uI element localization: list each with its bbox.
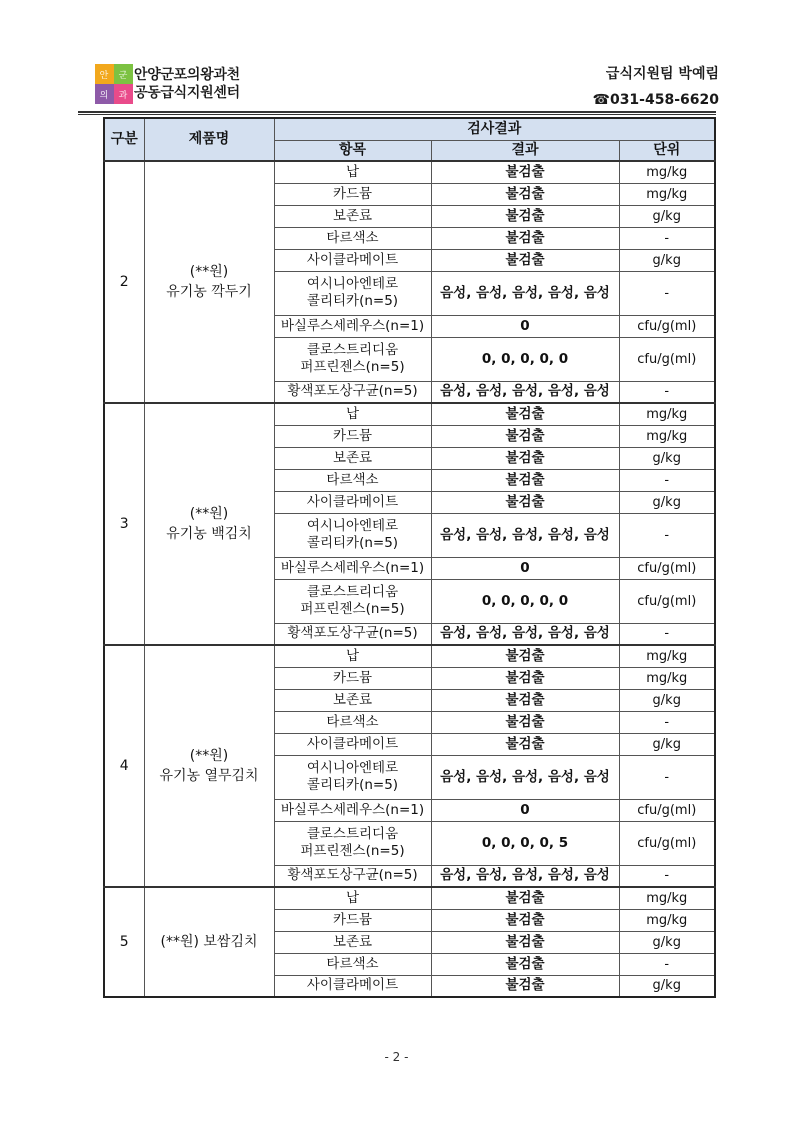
unit-cell: - <box>619 469 715 491</box>
result-cell: 불검출 <box>431 425 619 447</box>
unit-cell: - <box>619 381 715 403</box>
team-name: 급식지원팀 박예림 <box>605 66 719 82</box>
item-cell: 카드뮴 <box>274 425 431 447</box>
table-row <box>104 645 715 667</box>
item-cell: 사이클라메이트 <box>274 733 431 755</box>
item-cell: 타르색소 <box>274 227 431 249</box>
product-name-line: 유기농 열무김치 <box>159 768 259 784</box>
unit-cell: mg/kg <box>619 425 715 447</box>
result-cell: 음성, 음성, 음성, 음성, 음성 <box>431 381 619 403</box>
item-cell: 황색포도상구균(n=5) <box>274 865 431 887</box>
contact-info <box>593 61 720 113</box>
item-cell <box>274 271 431 315</box>
unit-cell: cfu/g(ml) <box>619 579 715 623</box>
product-name-line: (**원) <box>189 506 229 522</box>
product-group <box>104 887 715 997</box>
unit-cell: - <box>619 711 715 733</box>
item-cell: 보존료 <box>274 689 431 711</box>
item-name-line: 콜리티카(n=5) <box>306 777 399 793</box>
result-cell: 불검출 <box>431 733 619 755</box>
table-header-row <box>104 118 715 140</box>
organization-name-line2: 공동급식지원센터 <box>134 85 240 101</box>
result-cell: 0 <box>431 315 619 337</box>
result-cell: 불검출 <box>431 667 619 689</box>
unit-cell: mg/kg <box>619 909 715 931</box>
center-logo-icon <box>95 64 133 104</box>
table-row <box>104 161 715 183</box>
product-name-cell <box>144 645 274 887</box>
item-cell <box>274 821 431 865</box>
item-cell: 사이클라메이트 <box>274 491 431 513</box>
result-cell: 불검출 <box>431 403 619 425</box>
item-cell: 바실루스세레우스(n=1) <box>274 557 431 579</box>
result-cell: 불검출 <box>431 909 619 931</box>
result-cell: 불검출 <box>431 645 619 667</box>
header-unit: 단위 <box>619 140 715 161</box>
item-name-line: 클로스트리디움 <box>306 342 399 358</box>
item-cell: 카드뮴 <box>274 667 431 689</box>
item-cell <box>274 755 431 799</box>
product-name-line: (**원) <box>189 264 229 280</box>
unit-cell: mg/kg <box>619 667 715 689</box>
page-number: - 2 - <box>384 1050 409 1064</box>
unit-cell: mg/kg <box>619 183 715 205</box>
item-cell: 보존료 <box>274 447 431 469</box>
header-product: 제품명 <box>144 118 274 161</box>
unit-cell: cfu/g(ml) <box>619 337 715 381</box>
svg-text:군: 군 <box>118 71 128 81</box>
item-name-line: 퍼프린젠스(n=5) <box>300 843 405 859</box>
result-cell: 0 <box>431 799 619 821</box>
unit-cell: - <box>619 755 715 799</box>
product-group <box>104 645 715 887</box>
product-group <box>104 161 715 403</box>
item-cell: 타르색소 <box>274 953 431 975</box>
result-cell: 음성, 음성, 음성, 음성, 음성 <box>431 271 619 315</box>
result-cell: 불검출 <box>431 161 619 183</box>
header-result-group: 검사결과 <box>274 118 715 140</box>
svg-text:의: 의 <box>99 91 109 101</box>
header-item: 항목 <box>274 140 431 161</box>
unit-cell: mg/kg <box>619 645 715 667</box>
unit-cell: g/kg <box>619 689 715 711</box>
item-cell: 타르색소 <box>274 469 431 491</box>
gubun-cell: 5 <box>104 887 144 997</box>
header-divider-thin <box>78 114 716 115</box>
inspection-results-table <box>103 117 716 998</box>
result-cell: 불검출 <box>431 205 619 227</box>
unit-cell: - <box>619 865 715 887</box>
item-name-line: 여시니아엔테로 <box>306 760 399 776</box>
item-cell <box>274 337 431 381</box>
item-cell: 바실루스세레우스(n=1) <box>274 799 431 821</box>
item-name-line: 콜리티카(n=5) <box>306 293 399 309</box>
unit-cell: mg/kg <box>619 403 715 425</box>
unit-cell: g/kg <box>619 447 715 469</box>
result-cell: 불검출 <box>431 491 619 513</box>
result-cell: 불검출 <box>431 953 619 975</box>
header-result: 결과 <box>431 140 619 161</box>
result-cell: 음성, 음성, 음성, 음성, 음성 <box>431 865 619 887</box>
unit-cell: g/kg <box>619 975 715 997</box>
unit-cell: mg/kg <box>619 887 715 909</box>
result-cell: 불검출 <box>431 227 619 249</box>
item-name-line: 클로스트리디움 <box>306 826 399 842</box>
header-divider <box>78 111 716 113</box>
svg-text:안: 안 <box>99 71 109 81</box>
item-cell: 납 <box>274 887 431 909</box>
table-row <box>104 887 715 909</box>
product-name-line: (**원) 보쌈김치 <box>160 934 258 950</box>
item-cell: 황색포도상구균(n=5) <box>274 623 431 645</box>
item-cell: 납 <box>274 645 431 667</box>
product-name-cell <box>144 403 274 645</box>
unit-cell: g/kg <box>619 491 715 513</box>
item-name-line: 클로스트리디움 <box>306 584 399 600</box>
result-cell: 불검출 <box>431 689 619 711</box>
gubun-cell: 2 <box>104 161 144 403</box>
unit-cell: g/kg <box>619 733 715 755</box>
item-cell: 납 <box>274 403 431 425</box>
svg-text:과: 과 <box>118 91 128 101</box>
item-cell: 사이클라메이트 <box>274 249 431 271</box>
result-cell: 불검출 <box>431 711 619 733</box>
result-cell: 불검출 <box>431 931 619 953</box>
phone-icon: ☎ <box>592 92 610 108</box>
item-cell: 타르색소 <box>274 711 431 733</box>
header-gubun: 구분 <box>104 118 144 161</box>
result-cell: 불검출 <box>431 447 619 469</box>
item-cell: 납 <box>274 161 431 183</box>
result-cell: 0, 0, 0, 0, 5 <box>431 821 619 865</box>
unit-cell: g/kg <box>619 205 715 227</box>
result-cell: 0, 0, 0, 0, 0 <box>431 579 619 623</box>
product-name-cell <box>144 161 274 403</box>
unit-cell: cfu/g(ml) <box>619 315 715 337</box>
result-cell: 음성, 음성, 음성, 음성, 음성 <box>431 513 619 557</box>
item-cell: 보존료 <box>274 205 431 227</box>
unit-cell: cfu/g(ml) <box>619 821 715 865</box>
item-cell: 황색포도상구균(n=5) <box>274 381 431 403</box>
organization-name <box>134 66 240 102</box>
unit-cell: g/kg <box>619 931 715 953</box>
unit-cell: g/kg <box>619 249 715 271</box>
item-name-line: 퍼프린젠스(n=5) <box>300 601 405 617</box>
table-row <box>104 403 715 425</box>
product-name-line: 유기농 깍두기 <box>166 284 252 300</box>
result-cell: 불검출 <box>431 249 619 271</box>
unit-cell: - <box>619 623 715 645</box>
unit-cell: mg/kg <box>619 161 715 183</box>
unit-cell: - <box>619 271 715 315</box>
product-name-line: 유기농 백김치 <box>166 526 252 542</box>
unit-cell: - <box>619 953 715 975</box>
item-cell <box>274 513 431 557</box>
result-cell: 0, 0, 0, 0, 0 <box>431 337 619 381</box>
item-name-line: 여시니아엔테로 <box>306 276 399 292</box>
result-cell: 0 <box>431 557 619 579</box>
gubun-cell: 4 <box>104 645 144 887</box>
item-cell: 카드뮴 <box>274 183 431 205</box>
phone-number: 031-458-6620 <box>609 92 719 108</box>
product-name-cell <box>144 887 274 997</box>
item-name-line: 여시니아엔테로 <box>306 518 399 534</box>
result-cell: 불검출 <box>431 887 619 909</box>
product-name-line: (**원) <box>189 748 229 764</box>
phone-line <box>593 87 720 113</box>
item-cell: 사이클라메이트 <box>274 975 431 997</box>
gubun-cell: 3 <box>104 403 144 645</box>
unit-cell: cfu/g(ml) <box>619 557 715 579</box>
unit-cell: - <box>619 513 715 557</box>
item-cell <box>274 579 431 623</box>
organization-name-line1: 안양군포의왕과천 <box>134 67 240 83</box>
item-name-line: 퍼프린젠스(n=5) <box>300 359 405 375</box>
result-cell: 불검출 <box>431 469 619 491</box>
item-cell: 보존료 <box>274 931 431 953</box>
unit-cell: cfu/g(ml) <box>619 799 715 821</box>
item-cell: 바실루스세레우스(n=1) <box>274 315 431 337</box>
result-cell: 음성, 음성, 음성, 음성, 음성 <box>431 623 619 645</box>
result-cell: 불검출 <box>431 183 619 205</box>
item-cell: 카드뮴 <box>274 909 431 931</box>
product-group <box>104 403 715 645</box>
item-name-line: 콜리티카(n=5) <box>306 535 399 551</box>
unit-cell: - <box>619 227 715 249</box>
result-cell: 불검출 <box>431 975 619 997</box>
result-cell: 음성, 음성, 음성, 음성, 음성 <box>431 755 619 799</box>
